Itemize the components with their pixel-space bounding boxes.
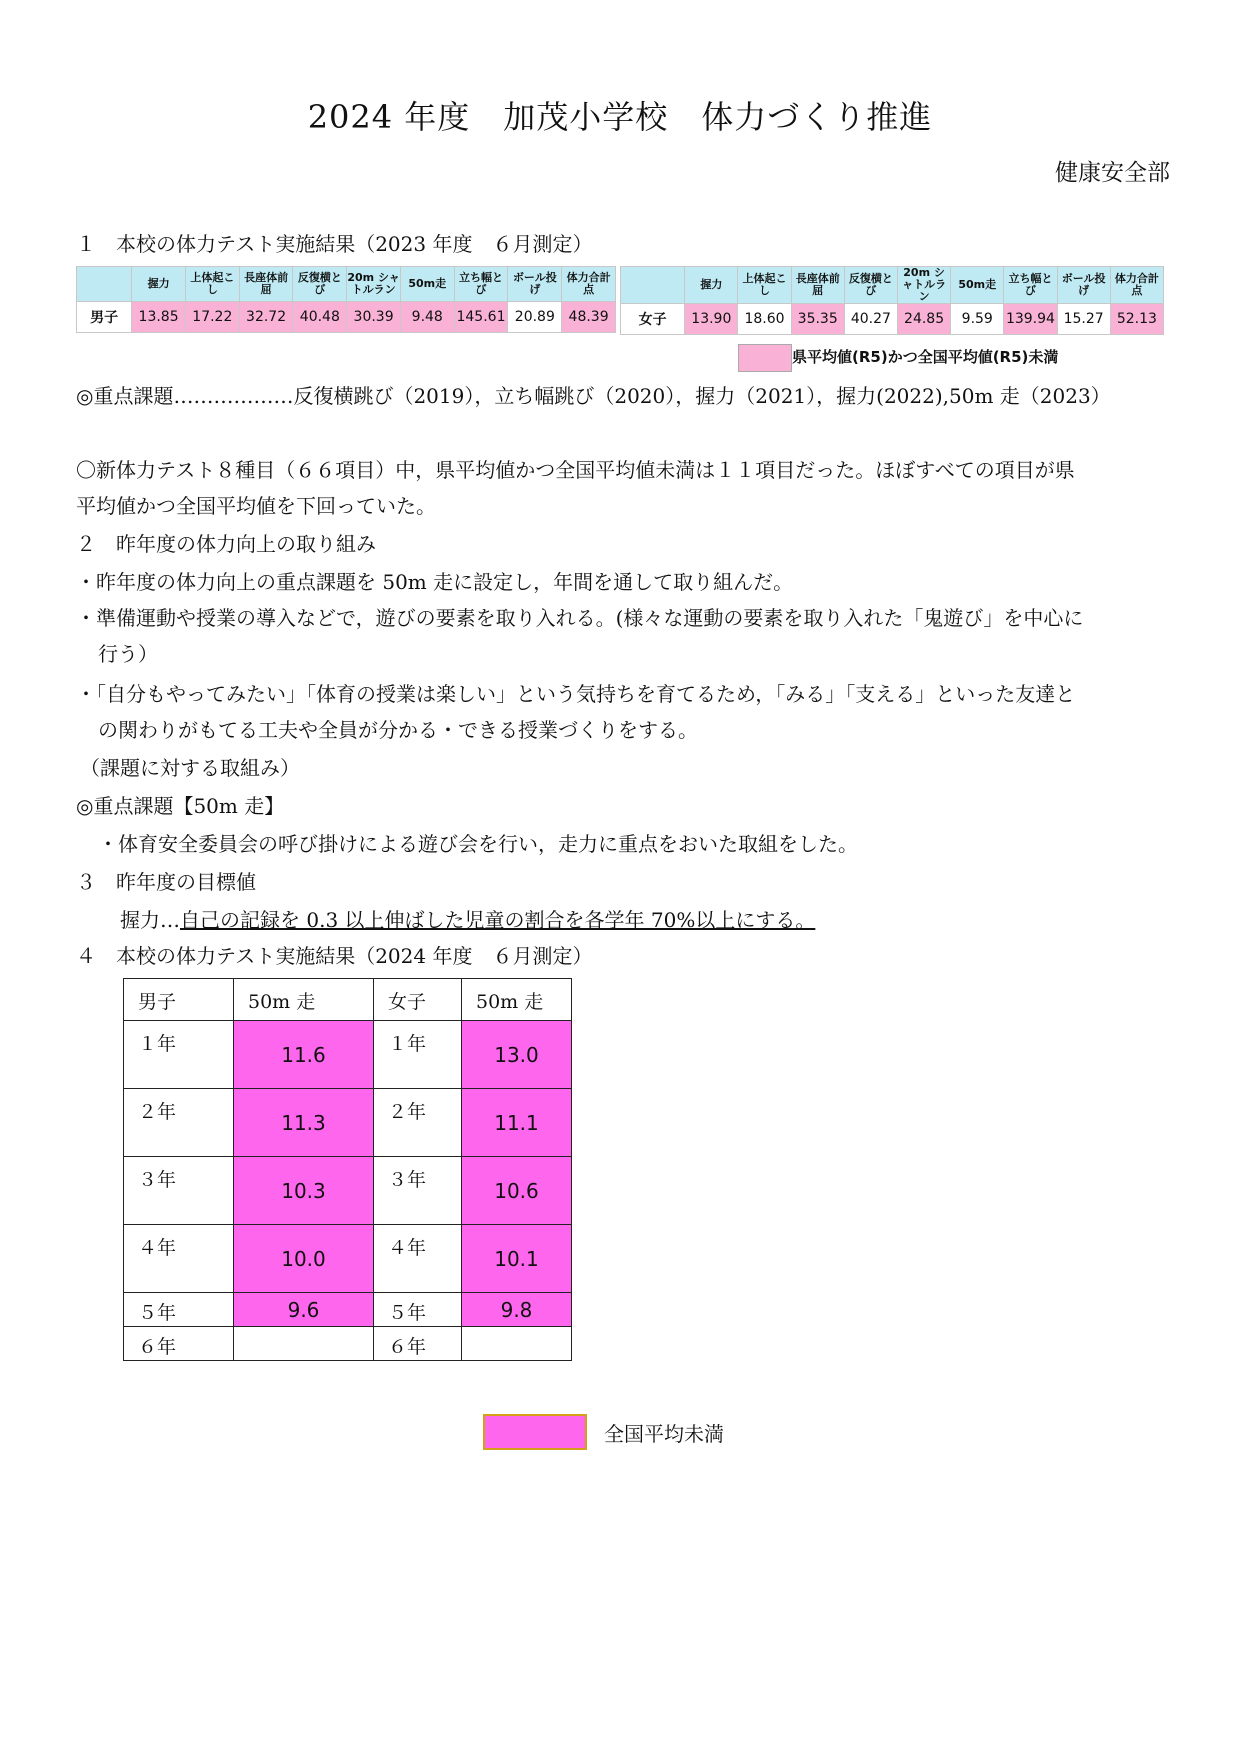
header-4: 20m シャトルラン — [347, 267, 401, 302]
girls-50m-value: 11.1 — [462, 1089, 572, 1157]
girls-value-3: 40.27 — [844, 304, 897, 335]
girls-value-5: 9.59 — [951, 304, 1004, 335]
header-5: 50m走 — [400, 267, 454, 302]
grade-boys: ４年 — [124, 1225, 234, 1293]
girls-value-6: 139.94 — [1004, 304, 1057, 335]
girls-value-2: 35.35 — [791, 304, 844, 335]
results-2024-table — [123, 978, 572, 1361]
boys-50m-value: 11.6 — [234, 1021, 374, 1089]
boys-50m-value: 11.3 — [234, 1089, 374, 1157]
grade-girls: １年 — [374, 1021, 462, 1089]
header-0: 握力 — [685, 267, 738, 304]
header-3: 反復横とび — [293, 267, 347, 302]
grade-girls: ４年 — [374, 1225, 462, 1293]
girls-50m-value: 10.1 — [462, 1225, 572, 1293]
col-boys-item-header: 50m 走 — [234, 979, 374, 1021]
header-6: 立ち幅とび — [454, 267, 508, 302]
summary-line-2: 平均値かつ全国平均値を下回っていた。 — [76, 494, 436, 518]
grade-girls: ２年 — [374, 1089, 462, 1157]
section2-heading: ２ 昨年度の体力向上の取り組み — [76, 532, 376, 556]
header-7: ボール投げ — [1057, 267, 1110, 304]
header-blank — [621, 267, 685, 304]
section2-bullet-2b: 行う） — [98, 642, 158, 666]
boys-value-2: 32.72 — [239, 302, 293, 333]
boys-50m-value — [234, 1327, 374, 1361]
header-8: 体力合計点 — [1110, 267, 1163, 304]
table-row — [124, 1089, 572, 1157]
section3-heading: ３ 昨年度の目標値 — [76, 870, 256, 894]
header-5: 50m走 — [951, 267, 1004, 304]
header-1: 上体起こし — [738, 267, 791, 304]
girls-2023-table — [620, 266, 1164, 335]
section2-bullet-2a: ・準備運動や授業の導入などで，遊びの要素を取り入れる。(様々な運動の要素を取り入れた「鬼遊び」を中心に — [76, 606, 1084, 630]
col-girls-header: 女子 — [374, 979, 462, 1021]
girls-value-1: 18.60 — [738, 304, 791, 335]
header-0: 握力 — [132, 267, 186, 302]
header-6: 立ち幅とび — [1004, 267, 1057, 304]
grade-girls: ３年 — [374, 1157, 462, 1225]
section1-heading: １ 本校の体力テスト実施結果（2023 年度 ６月測定） — [76, 232, 593, 256]
boys-value-0: 13.85 — [132, 302, 186, 333]
section4-heading: ４ 本校の体力テスト実施結果（2024 年度 ６月測定） — [76, 944, 593, 968]
grade-boys: ３年 — [124, 1157, 234, 1225]
girls-50m-value: 9.8 — [462, 1293, 572, 1327]
legend-swatch-below-national — [483, 1414, 587, 1450]
grade-girls: ６年 — [374, 1327, 462, 1361]
section3-goal — [120, 906, 815, 934]
boys-value-1: 17.22 — [185, 302, 239, 333]
boys-value-6: 145.61 — [454, 302, 508, 333]
girls-50m-value: 13.0 — [462, 1021, 572, 1089]
section2-sub-heading: （課題に対する取組み） — [80, 756, 300, 780]
table-row — [124, 1225, 572, 1293]
grade-girls: ５年 — [374, 1293, 462, 1327]
col-boys-header: 男子 — [124, 979, 234, 1021]
header-3: 反復横とび — [844, 267, 897, 304]
section2-focus: ◎重点課題【50m 走】 — [76, 794, 285, 818]
goal-text: 自己の記録を 0.3 以上伸ばした児童の割合を各学年 70%以上にする。 — [180, 908, 816, 932]
header-2: 長座体前屈 — [239, 267, 293, 302]
boys-50m-value: 10.3 — [234, 1157, 374, 1225]
grade-boys: ５年 — [124, 1293, 234, 1327]
table-row — [124, 1157, 572, 1225]
header-blank — [77, 267, 132, 302]
boys-2023-table — [76, 266, 616, 333]
girls-50m-value — [462, 1327, 572, 1361]
girls-value-8: 52.13 — [1110, 304, 1163, 335]
boys-value-7: 20.89 — [508, 302, 562, 333]
summary-line-1: 〇新体力テスト８種目（６６項目）中，県平均値かつ全国平均値未満は１１項目だった。ほぼすべての項目が県 — [76, 458, 1075, 482]
header-8: 体力合計点 — [562, 267, 616, 302]
girls-value-4: 24.85 — [897, 304, 950, 335]
header-7: ボール投げ — [508, 267, 562, 302]
boys-value-3: 40.48 — [293, 302, 347, 333]
girls-value-0: 13.90 — [685, 304, 738, 335]
header-2: 長座体前屈 — [791, 267, 844, 304]
boys-value-8: 48.39 — [562, 302, 616, 333]
focus-issues-line: ◎重点課題………………反復横跳び（2019），立ち幅跳び（2020），握力（2021），握力(2022),50m 走（2023） — [76, 384, 1111, 408]
boys-50m-value: 9.6 — [234, 1293, 374, 1327]
section2-bullet-3b: の関わりがもてる工夫や全員が分かる・できる授業づくりをする。 — [98, 718, 698, 742]
table-row — [124, 1021, 572, 1089]
girls-label: 女子 — [621, 304, 685, 335]
legend-text-below-national: 全国平均未満 — [604, 1422, 724, 1446]
header-4: 20m シャトルラン — [897, 267, 950, 304]
grade-boys: ６年 — [124, 1327, 234, 1361]
page-title: 2024 年度 加茂小学校 体力づくり推進 — [307, 98, 933, 136]
section2-focus-detail: ・体育安全委員会の呼び掛けによる遊び会を行い，走力に重点をおいた取組をした。 — [98, 832, 858, 856]
legend-text-below-average: 県平均値(R5)かつ全国平均値(R5)未満 — [792, 348, 1059, 366]
department-label: 健康安全部 — [1055, 160, 1170, 186]
boys-value-5: 9.48 — [400, 302, 454, 333]
boys-value-4: 30.39 — [347, 302, 401, 333]
col-girls-item-header: 50m 走 — [462, 979, 572, 1021]
boys-50m-value: 10.0 — [234, 1225, 374, 1293]
section2-bullet-3a: ・「自分もやってみたい」「体育の授業は楽しい」という気持ちを育てるため，「みる」「支える」といった友達と — [76, 682, 1076, 706]
header-1: 上体起こし — [185, 267, 239, 302]
table-row — [124, 1327, 572, 1361]
boys-label: 男子 — [77, 302, 132, 333]
grade-boys: １年 — [124, 1021, 234, 1089]
grade-boys: ２年 — [124, 1089, 234, 1157]
girls-value-7: 15.27 — [1057, 304, 1110, 335]
table-row — [124, 1293, 572, 1327]
girls-50m-value: 10.6 — [462, 1157, 572, 1225]
legend-swatch-below-average — [738, 344, 792, 372]
section2-bullet-1: ・昨年度の体力向上の重点課題を 50m 走に設定し，年間を通して取り組んだ。 — [76, 570, 794, 594]
goal-prefix: 握力… — [120, 908, 180, 932]
